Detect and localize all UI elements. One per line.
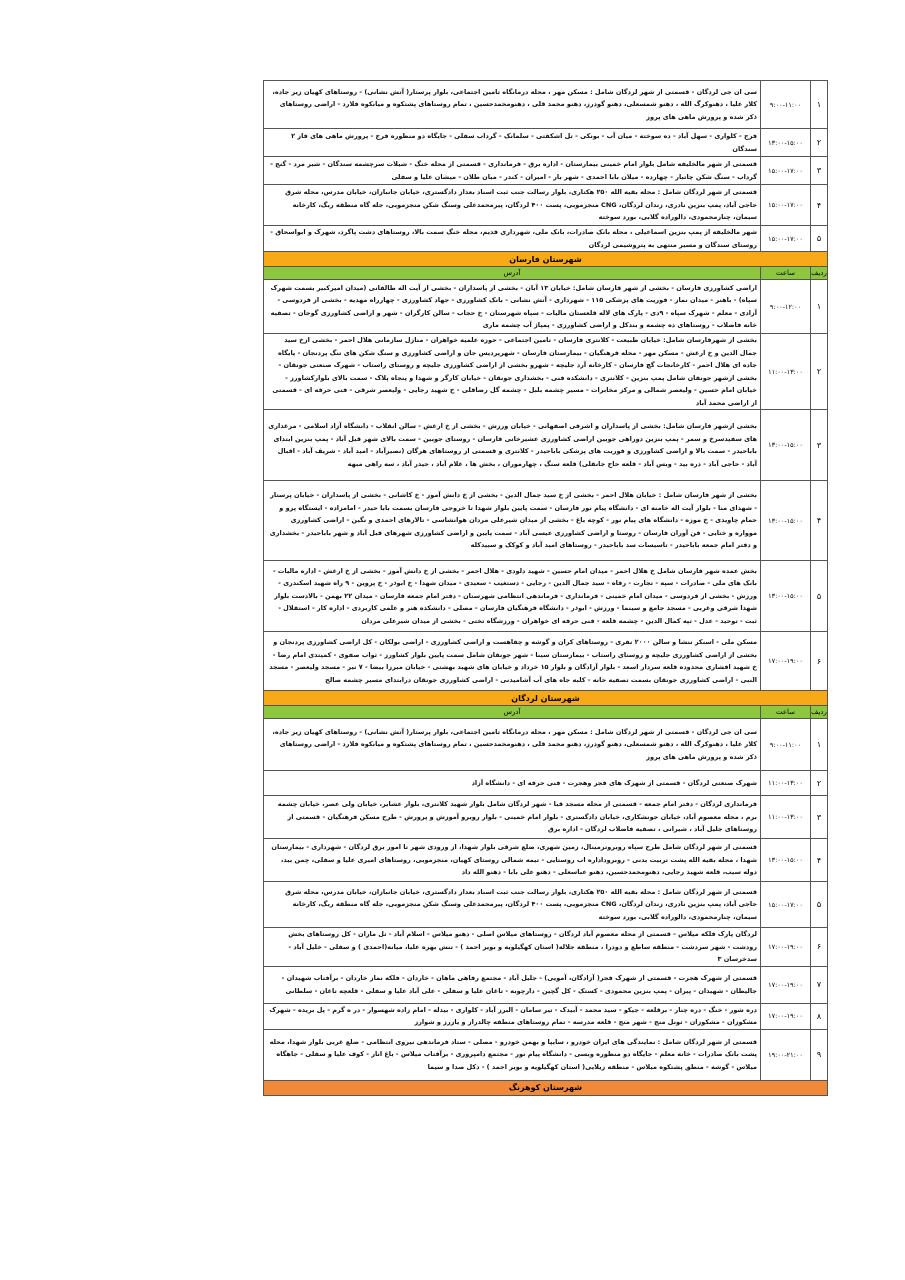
outage-address: بخشی از شهرفارسان شامل: خیابان طبیعت - کلانتری فارسان - تامین اجتماعی - حوزه علمیه خواهران - منازل سازمانی هلال احمر - بخشی ازخ سید جمال الدین و خ ارغش - مسکن مهر - محله فرهنگیان - بیمارستان فارسان - شهرپردیس جان و اراضی کشاورزی و سنگ شکن های تنگ پردنجان - پایگاه جاده ای هلال احمر - کارخانجات گچ فارسان - کارخانه آرد جلیچه - شهرو بخشی از اراضی کشاورزی جلیچه و روستای راستاب - شهرک صنعتی جونقان - بخشی ازشهر جونقان شامل پمپ بنزین - کلانتری - دانشکده فنی - بخشداری جونقان - خیابان کارگر و شهدا و پنجاه پلاک - سمت بالای بلوارکشاورز - خیابان امام حسین - ولیعصر شمالی و مرکز مخابرات - مسیر چشمه بلبل - چشمه گل رضاقلی - خ شهید رجایی - ولیعصر شرقی - فنی حرفه ای - قسمتی از اراضی محمد آباد (264, 334, 761, 410)
row-number: ۲ (811, 129, 828, 157)
row-number: ۲ (811, 771, 828, 796)
outage-schedule-table (263, 80, 828, 1096)
column-header-row (264, 267, 828, 280)
table-row (264, 882, 828, 928)
outage-time: ۱۳:۰۰-۱۵:۰۰ (761, 839, 811, 882)
row-number: ۳ (811, 410, 828, 481)
outage-address: سی ان جی لردگان - قسمتی از شهر لردگان شامل : مسکن مهر ، محله درمانگاه تامین اجتماعی، بلوار پرستار( آتش نشانی) - روستاهای کهیان زیر جاده، کلار علیا ، دهنوکرگ الله ، دهنو شمسعلی، دهنو گودرز، دهنو محمد قلی ، دهنومحمدحسین ، تمام روستاهای پشتکوه و میانکوه فلارد - اراضی روستاهای ذکر شده و پرورش ماهی های پروز (264, 81, 761, 129)
outage-time: ۱۷:۰۰-۱۹:۰۰ (761, 632, 811, 691)
table-row (264, 185, 828, 226)
section-title: شهرستان فارسان (264, 252, 828, 267)
table-row (264, 1003, 828, 1029)
outage-time: ۱۱:۰۰-۱۳:۰۰ (761, 771, 811, 796)
outage-time: ۱۳:۰۰-۱۵:۰۰ (761, 129, 811, 157)
outage-time: ۱۵:۰۰-۱۷:۰۰ (761, 157, 811, 185)
row-number: ۵ (811, 561, 828, 632)
outage-address: اراضی کشاورزی فارسان - بخشی از شهر فارسان شامل: خیابان ۱۳ آبان - بخشی از پاسداران - بخشی از آیت اله طالقانی (میدان امیرکبیر بسمت شهرک سپاه) - باهنر - میدان نماز - فوریت های پزشکی ۱۱۵ - شهرداری - آتش نشانی - بانک کشاورزی - جهاد کشاورزی - چهارراه مهدیه - بخشی از فردوسی - آزادی - معلم - شهرک سپاه - ۹دی - پارک های لاله قلعستان مالیات - سپاه شهرستان - خ حجاب - سالن کارگران - شهر و اراضی کشاورزی گوجان - تصفیه خانه فاضلاب - روستاهای ده چشمه و بندکل و اراضی کشاورزی - پمپاژ آب چشمه ماری (264, 280, 761, 334)
outage-address: قسمتی از شهر لردگان شامل طرح سپاه روبروترمینال، زمین شهری، ضلع شرقی بلوار شهدا، از ورودی شهر تا امور برق لردگان - شهرداری - بیمارستان شهدا ، محله بقیه الله پشت تربیت بدنی - روبروداداره اب روستایی - تیمه شمالی روستای کهیان، منجزموبی، روستاهای امیری علیا و سفلی، چمن بید، دوله سیب، قلعه شهید رجایی، دهنومحمدحسین، دهنو عباسعلی - دهنو علی بابا - دهنو الله داد (264, 839, 761, 882)
row-number: ۱ (811, 719, 828, 771)
table-row (264, 157, 828, 185)
outage-address: قسمتی از شهر لردگان شامل : نمایندگی های ایران خودرو ، سایپا و بهمن خودرو - مصلی - ستاد فرماندهی نیروی انتظامی - ضلع غربی بلوار شهدا، محله پشت بانک صادرات - خانه معلم - جایگاه دو منظوره وبسی - دانشگاه پیام نور - مجتمع دامپروری - برآفتاب میلاس - باغ انار - کوف علیا و سفلی - جاهگاه میلاس - گوشه - منطق پشتکوه میلاس - منطقه زیلایی( استان کهگیلویه و بویر احمد ) - دکل صدا و سیما (264, 1029, 761, 1080)
outage-time: ۱۹:۰۰-۲۱:۰۰ (761, 1029, 811, 1080)
header-row-number: ردیف (811, 267, 828, 280)
outage-time: ۱۵:۰۰-۱۷:۰۰ (761, 185, 811, 226)
outage-time: ۱۵:۰۰-۱۷:۰۰ (761, 226, 811, 252)
outage-address: بخش عمده شهر فارسان شامل خ هلال احمر - میدان امام حسین - شهید دلودی - هلال احمر - بخشی از خ دانش آموز - بخشی از خ ارغش - اداره مالیات - بانک های ملی - صادرات - سپه - تجارت - رفاه - سید جمال الدین - رجایی - دستغیب - سعیدی - میدان شهدا - خ ابوذر - خ پروین - ۹ راه شهید اسکندری - ورزش - بخشی از فردوسی - میدان امام خمینی - فرمانداری - فرماندهی انتظامی شهرستان - دفتر امام جمعه فارسان - میدان ۲۲ بهمن - بالادست بلوار شهدا شرقی وغربی - مسجد جامع و سینما - ورزش - ابوذر - دانشگاه فرهنگیان فارسان - مصلی - دانشکده هنر و علمی کاربردی - اداره کار - استقلال - ثبت - توحید - عدل - تپه کمال الدین - چشمه قلعه - فنی حرفه ای خواهران - ورزشگاه تختی - بخشی از میدان شیرعلی مردان (264, 561, 761, 632)
table-row (264, 81, 828, 129)
outage-address: بخشی از شهر فارسان شامل : خیابان هلال احمر - بخشی از خ سید جمال الدین - بخشی از خ دانش آموز - خ کاشانی - بخشی از پاسداران - خیابان پرستار - شهدای منا - بلوار آیت اله خامنه ای - دانشگاه پیام نور فارسان - سمت پایین بلوار شهدا تا خروجی فارسان بسمت بابا حیدر - امامزاده - ایستگاه پرو و حمام چاویدی - خ موزه - دانشگاه های پیام نور - کوچه باغ - بخشی از میدان شیرعلی مردان هوانشاسی - تالارهای احمدی و نگین - اراضی کشاورزی موواره و ختایی - فن آوران فارسان - روستا و اراضی کشاورزی عیسی آباد - سمت پایین و اراضی کشاورزی شهرهای قبل آباد و شهر باباحیدر - بخشداری و دفتر امام جمعه باباحیدر - تاسیسات سد باباحیدر - روستاهای امید آباد و کوکک و سبیدکله (264, 481, 761, 561)
row-number: ۴ (811, 481, 828, 561)
table-row (264, 771, 828, 796)
table-row (264, 839, 828, 882)
outage-time: ۱۱:۰۰-۱۳:۰۰ (761, 796, 811, 839)
row-number: ۱ (811, 280, 828, 334)
header-address: آدرس (264, 267, 761, 280)
row-number: ۶ (811, 928, 828, 967)
outage-address: لردگان پارک فلکه میلاس - قسمتی از محله معصوم آباد لردگان - روستاهای میلاس اصلی - دهنو میلاس - اسلام آباد - تل ماران - کل روستاهای بخش رودشت - شهر سردشت - منطقه ساطع و دودرا ، منطقه جلاله( استان کهگیلویه و بویر احمد ) - تنش بهره علیا، میانه(احمدی ) و سفلی - خلیل آباد - سدخرسان ۳ (264, 928, 761, 967)
row-number: ۳ (811, 157, 828, 185)
row-number: ۴ (811, 185, 828, 226)
outage-address: فرج - کلواری - سهل آباد - ده سوخته - میان آب - بونکی - تل اشکفتی - سلمانک - گرداب سفلی - جایگاه دو منظوره فرج - پرورش ماهی های فاز ۲ سندگان (264, 129, 761, 157)
header-row-number: ردیف (811, 706, 828, 719)
row-number: ۵ (811, 226, 828, 252)
outage-address: دره شور - خنگ - دره چنار - برقلعه - جیکو - سید محمد - آبیدک - تیر سامان - البرز آباد - کلواری - بیدله - امام زاده شهسوار - در ه گرم - پل بریده - شهرک مشکوزان - مشکوزان - تونل منج - شهر منج - قلعه مدرسه - تمام روستاهای منطقه چالدراز و یازرز و شوارز (264, 1003, 761, 1029)
section-title-row (264, 1080, 828, 1095)
table-row (264, 129, 828, 157)
row-number: ۱ (811, 81, 828, 129)
table-row (264, 1029, 828, 1080)
table-row (264, 334, 828, 410)
schedule-table-body (264, 81, 828, 1096)
table-row (264, 280, 828, 334)
outage-time: ۱۳:۰۰-۱۵:۰۰ (761, 561, 811, 632)
row-number: ۵ (811, 882, 828, 928)
outage-address: مسکن ملی - اسنکر ننشا و سالن ۲۰۰۰ نفری - روستاهای کران و گوشه و چفاهست و اراضی کشاورزی - اراضی بولکان - کل اراضی کشاورزی پردنجان و بخشی از اراضی کشاورزی جلیچه و روستای راستاب - بیمارستان سینا - شهر جونقان شامل سمت پایین بلوار کشاورز - ثواب صفوی - کمیتدی امام رضا - خ شهید افشاری محدوده قلعه سردار اسعد - بلوار آزادگان و بلوار ۱۵ خرداد و خیابان های شهید بهشتی - خیابان میرزا بیضا - ۷ تیر - مسجد ولیعصر - مسجد النبی - اراضی کشاورزی جونقان بسمت تصفیه خانه - کلبه جاه های آب آشامیدنی - اراضی کشاورزی جونقان درابتدای مسیر چشمه صالح (264, 632, 761, 691)
row-number: ۷ (811, 966, 828, 1003)
outage-time: ۹:۰۰-۱۱:۰۰ (761, 81, 811, 129)
row-number: ۸ (811, 1003, 828, 1029)
column-header-row (264, 706, 828, 719)
section-title-row (264, 691, 828, 706)
table-row (264, 561, 828, 632)
outage-time: ۹:۰۰-۱۲:۰۰ (761, 280, 811, 334)
table-row (264, 481, 828, 561)
outage-address: سی ان جی لردگان - قسمتی از شهر لردگان شامل : مسکن مهر ، محله درمانگاه تامین اجتماعی، بلوار پرستار( آتش نشانی) - روستاهای کهیان زیر جاده، کلار علیا ، دهنوکرگ الله ، دهنو شمسعلی، دهنو گودرز، دهنو محمد قلی ، دهنومحمدحسین ، تمام روستاهای پشتکوه و میانکوه فلارد - اراضی روستاهای ذکر شده و پرورش ماهی های پروز (264, 719, 761, 771)
table-row (264, 796, 828, 839)
outage-schedule-sheet (263, 80, 828, 1096)
outage-time: ۱۷:۰۰-۱۹:۰۰ (761, 966, 811, 1003)
table-row (264, 719, 828, 771)
table-row (264, 632, 828, 691)
outage-time: ۱۵:۰۰-۱۷:۰۰ (761, 882, 811, 928)
outage-address: فرمانداری لردگان - دفتر امام جمعه - قسمتی از محله مسجد قبا - شهر لردگان شامل بلوار شهید کلانتری، بلوار عشایر، خیابان ولی عصر، خیابان چشمه برم ، محله معصوم آباد، خیابان جونشکاری، خیابان دادگستری - بلوار امام خمینی - بلوار روبرو آموزش و پرورش - طرح مسکن فرهنگیان - قسمتی از روستاهای جلیل آباد ، شیرانی ، تصفیه فاضلاب لردگان - اداره برق (264, 796, 761, 839)
row-number: ۶ (811, 632, 828, 691)
row-number: ۹ (811, 1029, 828, 1080)
header-time: ساعت (761, 267, 811, 280)
table-row (264, 966, 828, 1003)
outage-time: ۱۳:۰۰-۱۵:۰۰ (761, 481, 811, 561)
section-title: شهرستان لردگان (264, 691, 828, 706)
section-title-row (264, 252, 828, 267)
header-address: آدرس (264, 706, 761, 719)
table-row (264, 928, 828, 967)
section-title: شهرستان کوهرنگ (264, 1080, 828, 1095)
outage-time: ۱۳:۰۰-۱۵:۰۰ (761, 410, 811, 481)
table-row (264, 226, 828, 252)
outage-time: ۱۷:۰۰-۱۹:۰۰ (761, 1003, 811, 1029)
row-number: ۳ (811, 796, 828, 839)
row-number: ۴ (811, 839, 828, 882)
table-row (264, 410, 828, 481)
row-number: ۲ (811, 334, 828, 410)
outage-address: قسمتی از شهرک هجرت - قسمتی از شهرک فجر( آزادگان، آمویی) - جلیل آباد - مجتمع رفاهی ماهان - خاردان - فلکه نماز خاردان - برآفتاب شهیدان - جالیطان - شهیدان - پیران - پمپ بنزین محمودی - کستک - کل گچین - دارچوبه - تاغان علیا و سفلی - علی آباد علیا و سفلی - قلعچه تاغان - سلطانی (264, 966, 761, 1003)
outage-address: شهرک صنعتی لردگان - قسمتی از شهرک های فجر وهجرت - فنی حرفه ای - دانشگاه آزاد (264, 771, 761, 796)
outage-address: قسمتی از شهر لردگان شامل : محله بقیه الله ۲۵۰ هکتاری، بلوار رسالت جنب ثبت اسناد بعداز دادگستری، خیابان جانبازان، خیابان مدرس، محله شرق حاجی آباد، پمپ بنزین نادری، زندان لردگان، CNG منجزموبی، پست ۴۰۰ لردگان، پیرمحمدعلی وسنگ شکن منجزموبی، جله گاه منطقه ربگ، کارخانه سیمان، چنارمحمودی، دالوراده گلابی، بورد سوخته (264, 185, 761, 226)
outage-address: قسمتی از شهر لردگان شامل : محله بقیه الله ۲۵۰ هکتاری، بلوار رسالت جنب ثبت اسناد بعداز دادگستری، خیابان جانبازان، خیابان مدرس، محله شرق حاجی آباد، پمپ بنزین نادری، زندان لردگان، CNG منجزموبی، پست ۴۰۰ لردگان، پیرمحمدعلی وسنگ شکن منجزموبی، جله گاه منطقه ربگ، کارخانه سیمان، چنارمحمودی، دالوراده گلابی، بورد سوخته (264, 882, 761, 928)
outage-time: ۱۱:۰۰-۱۳:۰۰ (761, 334, 811, 410)
outage-address: شهر مالخلیفه از پمپ بنزین اسماعیلی ، محله بانک صادرات، بانک ملی، شهرداری قدیم، محله خنگ سمت بالا، روستاهای دشت پاگرد، شهرک و ابواسحاق - روستای سندگان و مسیر منتهی به پتروشیمی لردگان (264, 226, 761, 252)
outage-address: قسمتی از شهر مالخلیفه شامل بلوار امام خمینی بیمارستان - اداره برق - فرمانداری - قسمتی از محله خنگ - شیلات سرچشمه سندگان - شیر مرد - گنج - گرداب - سنگ شکن چاتبار - چهارده - میلان بابا احمدی - شهر بار - امیران - کندر - میان طلان - میشان علیا و سفلی (264, 157, 761, 185)
header-time: ساعت (761, 706, 811, 719)
outage-time: ۹:۰۰-۱۱:۰۰ (761, 719, 811, 771)
outage-time: ۱۷:۰۰-۱۹:۰۰ (761, 928, 811, 967)
outage-address: بخشی ازشهر فارسان شامل: بخشی از پاسداران و اشرفی اصفهانی - خیابان ورزش - بخشی از خ ارغش - سالن انقلاب - دانشگاه آزاد اسلامی - مرغداری های سفیدسرخ و سمر - پمپ بنزین دوراهی جوبین اراضی کشاورزی عشیرخانی فارسان - روستای جوبین - سمت بالای شهر قبل آباد - پمپ بنزین ابتدای باباحیدر - سمت بالا و اراضی کشاورزی و فوریت های پزشکی باباحیدر - کلانتری و قسمتی از روستاهای هرگان (نصیرآباد - امید آباد - شریف آباد - اقبال آباد - حاجی آباد - دره بید - وبس آباد - قلعه حاج جانقلی) قلعه سنگ ، چهارموران ، بخش ها ، غلام آباد ، حیدر آباد ، سه راهی مبهه (264, 410, 761, 481)
